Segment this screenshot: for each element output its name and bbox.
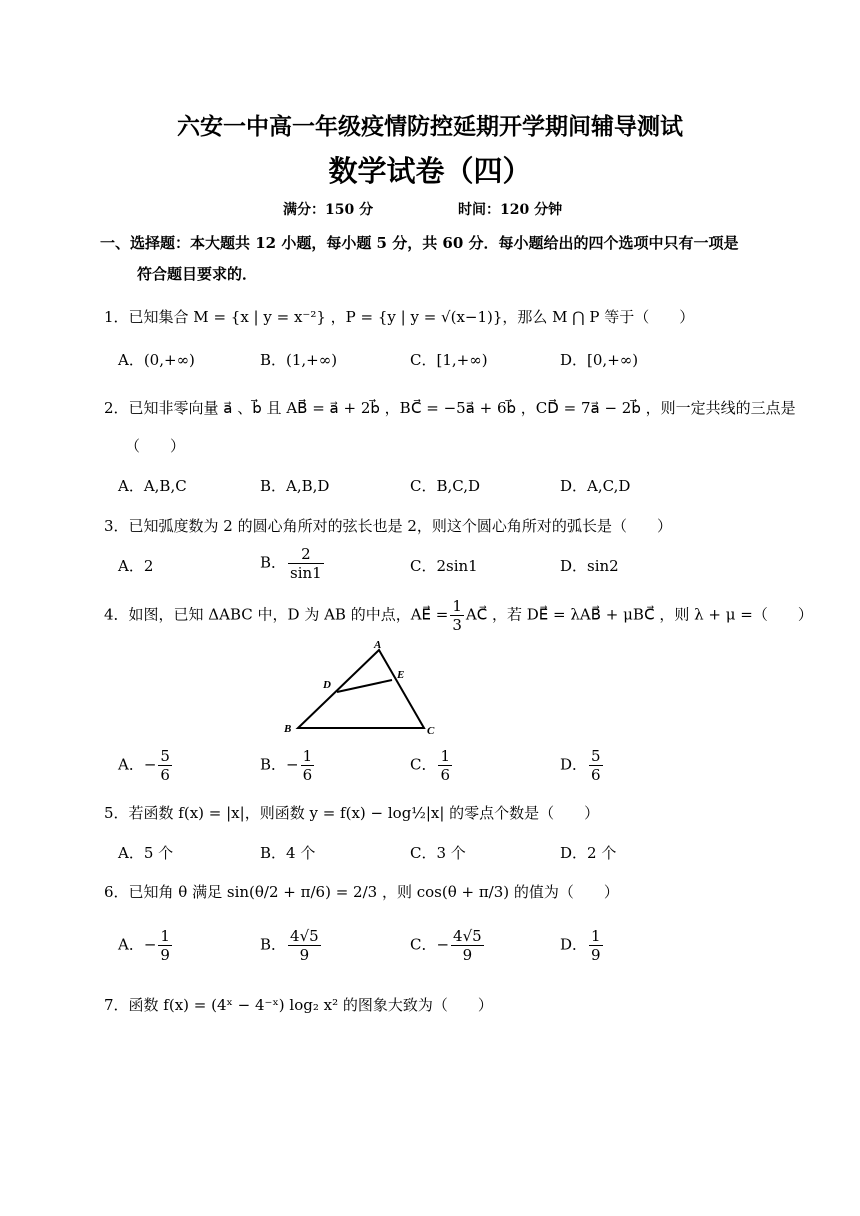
triangle-abc	[298, 650, 424, 728]
exam-title: 六安一中高一年级疫情防控延期开学期间辅导测试	[177, 113, 683, 140]
full-marks: 满分：150 分	[283, 202, 374, 218]
label-a: A	[374, 639, 382, 651]
q3-option-b: B． $\frac{2}{\sin 1}$	[260, 545, 322, 582]
q5-option-c: C．3 个	[410, 844, 466, 862]
q5-option-d: D．2 个	[560, 844, 617, 862]
q6-option-c: C．− $\frac{4√5}{9}$	[410, 927, 482, 964]
label-d: D	[323, 679, 331, 691]
question-4-stem: 4．如图，已知 ΔABC 中，D 为 AB 的中点，AE⃗ = $\frac{1}{3}$ AC⃗ ，若 DE⃗ = λAB⃗ + μBC⃗ ，则 λ + μ =（ ）	[104, 597, 813, 634]
q2-option-c: C．B,C,D	[410, 477, 481, 495]
question-6-stem: 6．已知角 θ 满足 sin(θ/2 + π/6) = 2/3 ，则 cos(θ + π/3) 的值为（ ）	[104, 883, 619, 901]
q4-stem-fraction: $\frac{1}{3}$	[452, 597, 462, 634]
q4-option-c: C． $\frac{1}{6}$	[410, 747, 451, 784]
section-heading-line2: 符合题目要求的．	[137, 265, 258, 283]
question-7-stem: 7．函数 f(x) = (4ˣ − 4⁻ˣ) log₂ x² 的图象大致为（ ）	[104, 996, 493, 1014]
q1-option-a: A．(0,+∞)	[118, 351, 195, 369]
label-e: E	[397, 669, 405, 681]
section-heading-line1: 一、选择题：本大题共 12 小题，每小题 5 分，共 60 分．每小题给出的四个选项中只有一项是	[100, 234, 739, 252]
exam-subtitle: 数学试卷（四）	[328, 154, 532, 188]
q5-option-a: A．5 个	[118, 844, 174, 862]
q5-option-b: B．4 个	[260, 844, 316, 862]
q2-option-b: B．A,B,D	[260, 477, 330, 495]
q6-option-d: D． $\frac{1}{9}$	[560, 927, 601, 964]
q6-option-b: B． $\frac{4√5}{9}$	[260, 927, 319, 964]
label-c: C	[427, 725, 435, 737]
q6-option-a: A．− $\frac{1}{9}$	[118, 927, 170, 964]
question-2-stem: 2．已知非零向量 a⃗ 、b⃗ 且 AB⃗ = a⃗ + 2b⃗ ，BC⃗ = −5a⃗ + 6b⃗ ，CD⃗ = 7a⃗ − 2b⃗ ，则一定共线的三点是	[104, 399, 796, 417]
q2-option-d: D．A,C,D	[560, 477, 631, 495]
question-1-stem: 1．已知集合 M = {x | y = x⁻²} ，P = {y | y = √(x−1)}，那么 M ⋂ P 等于（ ）	[104, 308, 695, 326]
q4-option-b: B．− $\frac{1}{6}$	[260, 747, 313, 784]
q3-option-a: A．2	[118, 557, 154, 575]
q1-option-d: D．[0,+∞)	[560, 351, 639, 369]
q3-option-d: D．sin2	[560, 557, 619, 575]
question-2-stem-cont: （ ）	[125, 437, 186, 455]
q1-option-c: C．[1,+∞)	[410, 351, 488, 369]
q3-option-b-fraction: $\frac{2}{\sin 1}$	[290, 545, 322, 582]
triangle-figure	[278, 636, 448, 738]
question-5-stem: 5．若函数 f(x) = |x|，则函数 y = f(x) − log½|x| 的零点个数是（ ）	[104, 804, 600, 822]
label-b: B	[284, 723, 292, 735]
q4-option-a: A．− $\frac{5}{6}$	[118, 747, 170, 784]
q4-option-d: D． $\frac{5}{6}$	[560, 747, 601, 784]
exam-time: 时间：120 分钟	[458, 202, 563, 218]
question-3-stem: 3．已知弧度数为 2 的圆心角所对的弦长也是 2，则这个圆心角所对的弧长是（ ）	[104, 517, 672, 535]
q3-option-c: C．2sin1	[410, 557, 478, 575]
q1-option-b: B．(1,+∞)	[260, 351, 338, 369]
q2-option-a: A．A,B,C	[118, 477, 187, 495]
